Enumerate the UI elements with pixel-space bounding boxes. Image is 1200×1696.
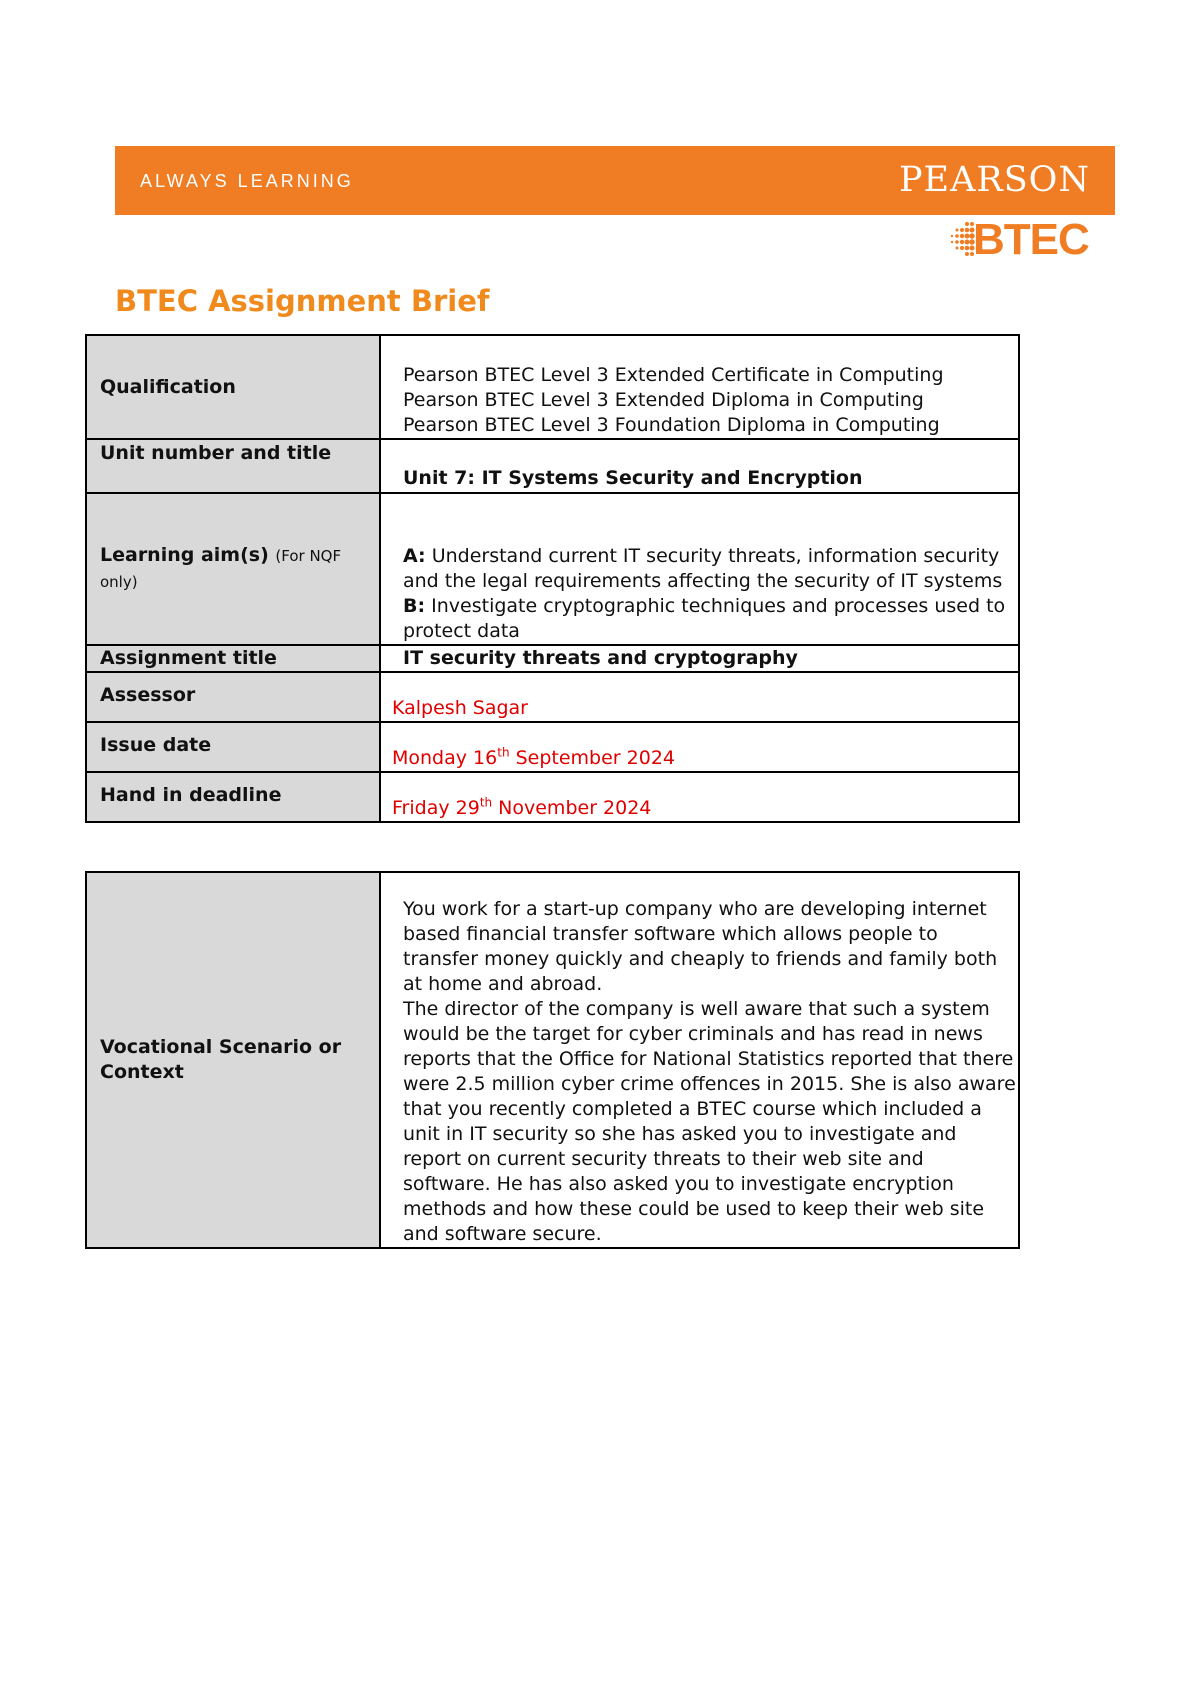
aim-a (403, 544, 1018, 594)
scenario-label: Vocational Scenario or Context (100, 1036, 342, 1083)
deadline-month: November 2024 (492, 797, 652, 819)
page-title: BTEC Assignment Brief (115, 284, 490, 318)
pearson-logo: PEARSON (898, 160, 1090, 200)
issue-date-label: Issue date (100, 734, 212, 756)
deadline-date (381, 796, 1018, 821)
scenario-paragraph: You work for a start-up company who are developing internet based financial transfer software which allows people to transfer money quickly and cheaply to friends and family both at home and abroad. (403, 898, 998, 995)
learning-aims (381, 544, 1018, 644)
issue-date-day: Monday 16 (392, 747, 498, 769)
assessor-row (86, 672, 1019, 722)
tagline: ALWAYS LEARNING (140, 171, 354, 191)
deadline-label: Hand in deadline (100, 784, 282, 806)
btec-logo-text: BTEC (973, 215, 1089, 264)
scenario-paragraph: The director of the company is well aware that such a system would be the target for cyber criminals and has read in news reports that the Office for National Statistics reported that there were 2.5 million cyber crime offences in 2015. She is also aware that you recently completed a BTEC course which included a unit in IT security so she has asked you to investigate and report on current security threats to their web site and software. He has also asked you to investigate encryption methods and how these could be used to keep their web site and software secure. (403, 998, 1016, 1245)
issue-date-row (86, 722, 1019, 772)
qualification-line: Pearson BTEC Level 3 Extended Certificate in Computing (403, 364, 944, 386)
qualification-row (86, 335, 1019, 439)
aim-b-text: Investigate cryptographic techniques and processes used to protect data (403, 595, 1006, 642)
unit-title: Unit 7: IT Systems Security and Encryption (403, 467, 863, 489)
scenario-row (86, 872, 1019, 1248)
qualification-list (381, 363, 1018, 438)
unit-label: Unit number and title (100, 442, 332, 464)
qualification-line: Pearson BTEC Level 3 Foundation Diploma in Computing (403, 414, 940, 436)
scenario-text (381, 897, 1018, 1247)
deadline-day: Friday 29 (392, 797, 480, 819)
issue-date (381, 746, 1018, 771)
assessor-name: Kalpesh Sagar (392, 697, 528, 719)
assignment-details-table (85, 334, 1020, 823)
unit-row (86, 439, 1019, 493)
assignment-title-row (86, 645, 1019, 672)
learning-aims-note: (For NQF only) (100, 547, 342, 591)
scenario-table (85, 871, 1020, 1249)
btec-logo (947, 216, 1097, 266)
learning-aims-label-text: Learning aim(s) (100, 544, 269, 566)
learning-aims-label (87, 543, 379, 595)
assignment-title-label: Assignment title (100, 647, 277, 669)
deadline-suffix: th (479, 795, 493, 810)
issue-date-suffix: th (497, 745, 510, 760)
deadline-row (86, 772, 1019, 822)
learning-aims-row (86, 493, 1019, 645)
qualification-line: Pearson BTEC Level 3 Extended Diploma in Computing (403, 389, 924, 411)
qualification-label: Qualification (100, 375, 236, 398)
aim-a-text: Understand current IT security threats, information security and the legal requirements affecting the security of IT systems (403, 545, 1003, 592)
aim-b-key: B: (403, 595, 426, 617)
aim-a-key: A: (403, 545, 426, 567)
assignment-title: IT security threats and cryptography (403, 647, 798, 669)
issue-date-month: September 2024 (509, 747, 675, 769)
assessor-label: Assessor (100, 684, 196, 706)
header-banner (115, 146, 1115, 215)
aim-b (403, 594, 1018, 644)
